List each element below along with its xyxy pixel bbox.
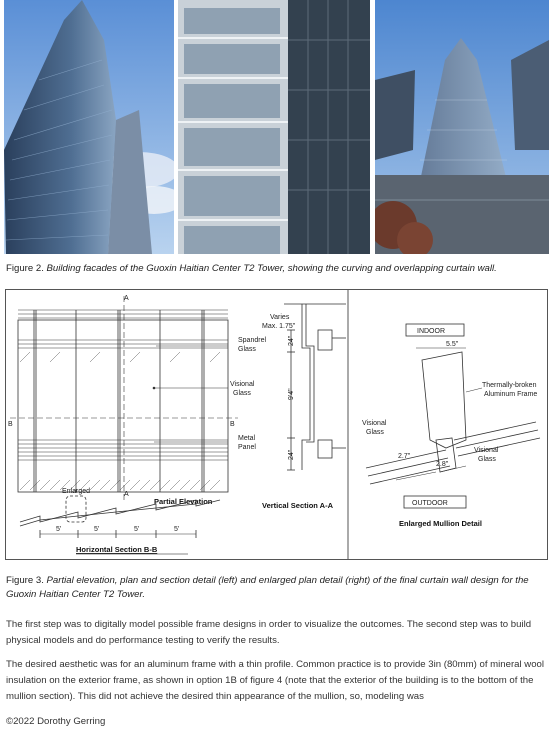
figure-3-caption: [6, 574, 548, 602]
partial-elevation: [10, 296, 238, 500]
enlarged-mullion-title: Enlarged Mullion Detail: [399, 519, 482, 528]
aluminum-frame-label: Aluminum Frame: [484, 391, 538, 398]
visional-label: Visional: [230, 381, 255, 388]
figure-2-label: Figure 2.: [6, 263, 47, 274]
vertical-section-title: Vertical Section A-A: [262, 501, 333, 510]
dim-24-top: 24": [288, 335, 295, 346]
dim-2-7: 2.7": [398, 453, 411, 460]
tower-photo-center: [178, 0, 370, 254]
right-visional-glass-label: Glass: [478, 456, 496, 463]
dim-5-a: 5': [56, 526, 62, 533]
dim-2-8: 2.8": [436, 461, 449, 468]
section-b-right-label: B: [230, 421, 235, 428]
paragraph-1: The first step was to digitally model possible frame designs in order to visualize the outcomes. The second step was to build physical models and do performance testing to verify the results.: [6, 619, 532, 646]
visional-glass-label: Glass: [233, 390, 251, 397]
horizontal-section-title: Horizontal Section B-B: [76, 545, 158, 554]
indoor-label: INDOOR: [417, 328, 445, 335]
metal-label: Metal: [238, 435, 256, 442]
thermally-broken-label: Thermally-broken: [482, 382, 537, 389]
left-visional-label: Visional: [362, 420, 387, 427]
dim-9-4: 9'4": [288, 388, 295, 400]
figure-2-caption: [6, 262, 548, 276]
spandrel-glass-label: Glass: [238, 346, 256, 353]
figure-3-text: Partial elevation, plan and section detail (left) and enlarged plan detail (right) of the final curtain wall design for the Guoxin Haitian Center T2 Tower.: [6, 575, 529, 600]
max-label: Max. 1.75": [262, 323, 296, 330]
panel-label: Panel: [238, 444, 256, 451]
dim-5-c: 5': [134, 526, 140, 533]
figure-3-drawing: [5, 289, 548, 560]
paragraph-2: The desired aesthetic was for an aluminum frame with a thin profile. Common practice is to provide 3in (80mm) of mineral wool insulation on the exterior frame, as shown in option 1B of figure 4 (note that the exterior of the building is to the bottom of the mullion section). This did not achieve the desired thin appearance of the mullion, so, modeling was: [6, 659, 545, 702]
mullion-detail: [366, 348, 540, 484]
tower-photo-left: [4, 0, 174, 254]
dim-24-bottom: 24": [288, 449, 295, 460]
enlarged-label: Enlarged: [62, 488, 91, 495]
spandrel-label: Spandrel: [238, 337, 267, 344]
tower-photo-right: [375, 0, 549, 254]
section-a-top-label: A: [124, 295, 129, 302]
dim-5-d: 5': [174, 526, 180, 533]
section-b-left-label: B: [8, 421, 13, 428]
dim-5-b: 5': [94, 526, 100, 533]
outdoor-label: OUTDOOR: [412, 500, 448, 507]
partial-elevation-title: Partial Elevation: [154, 497, 213, 506]
varies-label: Varies: [270, 314, 290, 321]
figure-3-label: Figure 3.: [6, 575, 47, 586]
left-visional-glass-label: Glass: [366, 429, 384, 436]
right-visional-label: Visional: [474, 447, 499, 454]
section-a-bottom-label: A: [124, 491, 129, 498]
copyright-footer: ©2022 Dorothy Gerring: [6, 716, 106, 727]
figure-2-text: Building facades of the Guoxin Haitian Center T2 Tower, showing the curving and overlapping curtain wall.: [46, 263, 497, 274]
dim-5-5: 5.5": [446, 341, 459, 348]
